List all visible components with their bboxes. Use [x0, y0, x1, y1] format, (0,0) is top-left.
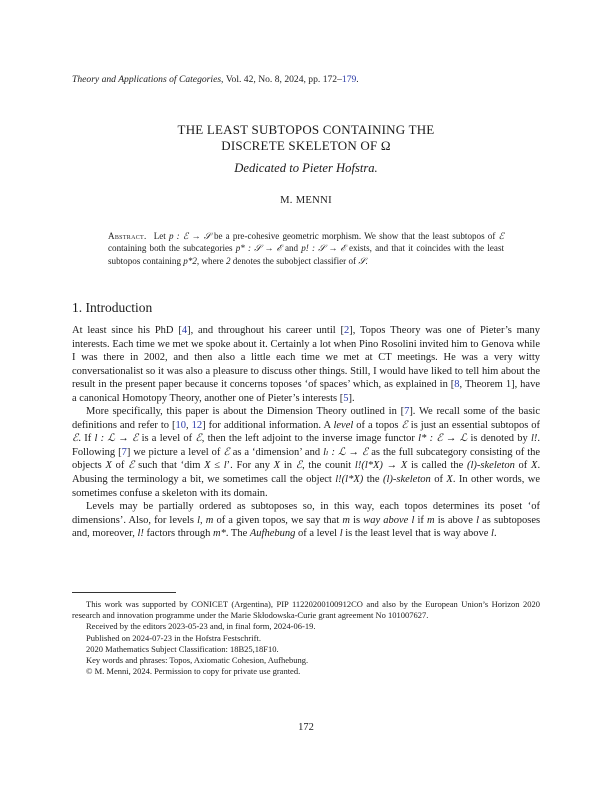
section-heading — [72, 300, 540, 316]
citation-link[interactable]: 5 — [343, 392, 349, 404]
end-page-link[interactable]: 179 — [341, 74, 357, 85]
title-line-2: DISCRETE SKELETON OF Ω — [221, 138, 391, 153]
footnote-copyright: © M. Menni, 2024. Permission to copy for private use granted. — [86, 666, 301, 677]
citation-link[interactable]: 7 — [121, 446, 127, 458]
footnote-received: Received by the editors 2023-05-23 and, in final form, 2024-06-19. — [86, 621, 316, 632]
citation-link[interactable]: 10 — [175, 419, 187, 431]
citation-link[interactable]: 4 — [181, 325, 188, 336]
citation-link[interactable]: 8 — [454, 379, 460, 391]
body-text — [72, 324, 540, 541]
page-number: 172 — [298, 722, 314, 733]
paragraph-3: Levels may be partially ordered as subtoposes so, in this way, each topos determines its poset ‘of dimensions’. Also, for levels l, m of a given topos, we say that m is way above l if m is above l as subtoposes and, moreover, l! factors through m*. The Aufhebung of a level l is the least level that is way above l. — [72, 501, 541, 540]
footnote-funding: This work was supported by CONICET (Argentina), PIP 11220200100912CO and also by the European Union’s Horizon 2020 research and innovation programme under the Marie Skłodowska-Curie grant agreement No 101007627. — [72, 599, 540, 621]
abstract: Abstract. Let p : ℰ → 𝒮 be a pre-cohesive geometric morphism. We show that the least subtopos of ℰ containing both the subcategories p* : 𝒮 → ℰ and p! : 𝒮 → ℰ exists, and that it coincides with the least subtopos containing p*2, where 2 denotes the subobject classifier of 𝒮. — [108, 231, 505, 266]
paragraph-2: More specifically, this paper is about the Dimension Theory outlined in [7]. We recall some of the basic definitions and refer to [10, 12] for additional information. A level of a topos ℰ is just an essential subtopos of ℰ. If l : ℒ → ℰ is a level of ℰ, then the left adjoint to the inverse image functor l* : ℰ → ℒ is denoted by l!. Following [7] we picture a level of ℰ as a ‘dimension’ and lₗ : ℒ → ℰ as the full subcategory consisting of the objects X of ℰ such that ‘dim X ≤ l’. For any X in ℰ, the counit l!(l*X) → X is called the (l)-skeleton of X. Abusing the terminology a bit, we sometimes call the object l!(l*X) the (l)-skeleton of X. In other words, we sometimes confuse a skeleton with its domain. — [72, 406, 541, 499]
journal-header: Theory and Applications of Categories, Vol. 42, No. 8, 2024, pp. 172–179. — [72, 74, 359, 85]
footnote-published: Published on 2024-07-23 in the Hofstra Festschrift. — [86, 632, 261, 643]
citation-link[interactable]: 7 — [404, 406, 410, 418]
footnote-rule — [72, 592, 176, 593]
journal-volume: Vol. 42, No. 8, 2024, pp. 172– — [225, 74, 342, 85]
journal-name: Theory and Applications of Categories, — [72, 74, 224, 85]
footnote-keywords: Key words and phrases: Topos, Axiomatic Cohesion, Aufhebung. — [86, 655, 309, 666]
citation-link[interactable]: 2 — [343, 325, 350, 336]
footnotes — [72, 599, 540, 677]
paper-title — [72, 122, 540, 154]
section-title: Introduction — [85, 300, 153, 315]
dedication: Dedicated to Pieter Hofstra. — [234, 161, 378, 175]
title-line-1: THE LEAST SUBTOPOS CONTAINING THE — [177, 122, 435, 137]
citation-link[interactable]: 12 — [191, 419, 203, 431]
author-name: M. MENNI — [280, 195, 332, 206]
section-number: 1. — [72, 300, 83, 315]
paragraph-1: At least since his PhD [4], and throughout his career until [2], Topos Theory was one of Pieter’s many interests. Each time we met we spoke about it. Certainly a lot when Pino Rosolini invited him to Genova while I was there in 2002, and then also a little each time we met at CT meetings. He was a very witty conversationalist so it was also a pleasure to discuss other things. Still, I would have liked to tell him about the result in the present paper because it concerns toposes ‘of spaces’ which, as explained in [8, Theorem 1], have a canonical Homotopy Theory, another one of Pieter’s interests [5]. — [72, 325, 540, 404]
abstract-label: Abstract. — [108, 231, 147, 241]
footnote-msc: 2020 Mathematics Subject Classification: 18B25,18F10. — [86, 643, 279, 654]
